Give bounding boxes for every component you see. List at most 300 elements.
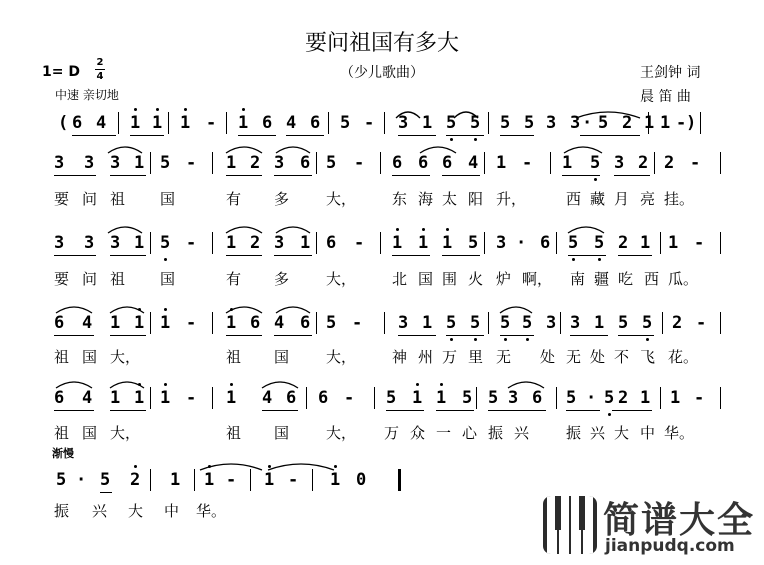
lyric-syllable: 国 <box>82 424 98 442</box>
song-title: 要问祖国有多大 <box>304 31 459 56</box>
note: 3 <box>84 233 95 253</box>
note: 6 <box>310 113 321 133</box>
beam-underline <box>110 255 146 256</box>
note: 1 <box>422 313 433 333</box>
lyric-syllable: 兴 <box>92 502 108 520</box>
note: 6 <box>540 233 551 253</box>
meter-top: 2 <box>96 57 104 68</box>
barline <box>306 387 307 409</box>
lyric-row <box>0 342 764 382</box>
note: 3 <box>546 113 557 133</box>
dash-extender: - <box>186 313 197 333</box>
lyric-syllable: 兴 <box>590 424 606 442</box>
note: 2 <box>664 153 675 173</box>
song-subtitle: （少儿歌曲） <box>340 65 424 81</box>
augmentation-dot: · <box>582 113 593 133</box>
note: 5 <box>56 470 67 490</box>
note: 1 <box>110 313 121 333</box>
note: 0 <box>356 470 367 490</box>
barline <box>194 469 195 491</box>
barline <box>212 387 213 409</box>
ritardando-marking: 渐慢 <box>52 447 74 460</box>
lyric-syllable: 升， <box>496 190 527 208</box>
note: 5 <box>468 233 479 253</box>
barline <box>150 232 151 254</box>
note: 5 <box>618 313 629 333</box>
note: 4 <box>286 113 297 133</box>
note: 5 <box>604 388 615 408</box>
intro-parenthesis: ( <box>58 113 69 133</box>
note: 6 <box>326 233 337 253</box>
lyric-syllable: 国 <box>82 348 98 366</box>
barline <box>168 112 169 134</box>
note: 5 <box>594 233 605 253</box>
beam-underline <box>398 135 436 136</box>
lyric-syllable: 有 <box>226 270 242 288</box>
high-octave-dot <box>416 383 419 386</box>
lyric-syllable: 围 <box>442 270 458 288</box>
note: 1 <box>640 233 651 253</box>
barline <box>660 232 661 254</box>
lyric-syllable: 太 <box>442 190 458 208</box>
dash-extender: - <box>364 113 375 133</box>
beam-underline <box>500 135 534 136</box>
note: 3 <box>84 153 95 173</box>
lyric-syllable: 祖 <box>226 424 242 442</box>
note: 6 <box>442 153 453 173</box>
beam-underline <box>446 135 484 136</box>
lyric-syllable: 万 <box>442 348 458 366</box>
barline <box>150 152 151 174</box>
lyric-syllable: 华。 <box>196 502 227 520</box>
beam-underline <box>442 255 480 256</box>
note: 1 <box>418 233 429 253</box>
note: 3 <box>496 233 507 253</box>
note: 4 <box>274 313 285 333</box>
lyric-syllable: 啊， <box>522 270 553 288</box>
note: 3 <box>54 233 65 253</box>
note: 3 <box>570 313 581 333</box>
note: 3 <box>274 233 285 253</box>
note: 1 <box>264 470 275 490</box>
low-octave-dot <box>608 413 611 416</box>
beam-underline <box>436 410 474 411</box>
barline <box>660 387 661 409</box>
beam-underline <box>226 335 262 336</box>
barline <box>398 469 401 491</box>
lyric-syllable: 疆 <box>594 270 610 288</box>
note: 1 <box>644 113 655 133</box>
note: 2 <box>622 113 633 133</box>
high-octave-dot <box>396 228 399 231</box>
lyric-syllable: 兴 <box>514 424 530 442</box>
beam-underline <box>612 410 652 411</box>
note: 1 <box>442 233 453 253</box>
beam-underline <box>54 175 96 176</box>
barline <box>720 152 721 174</box>
note: 6 <box>418 153 429 173</box>
barline <box>212 312 213 334</box>
dash-extender: - <box>344 388 355 408</box>
note: 1 <box>160 388 171 408</box>
lyric-syllable: 要 <box>54 190 70 208</box>
beam-underline <box>398 335 436 336</box>
lyric-syllable: 祖 <box>110 270 126 288</box>
lyric-syllable: 大 <box>614 424 630 442</box>
dash-extender: - <box>522 153 533 173</box>
note: 1 <box>640 388 651 408</box>
low-octave-dot <box>474 138 477 141</box>
beam-underline <box>386 410 424 411</box>
dash-extender: - <box>186 153 197 173</box>
note: 5 <box>598 113 609 133</box>
lyric-syllable: 振 <box>488 424 504 442</box>
lyric-syllable: 无 <box>496 348 512 366</box>
note: 2 <box>618 233 629 253</box>
low-octave-dot <box>594 178 597 181</box>
note: 1 <box>134 313 145 333</box>
lyric-syllable: 心 <box>462 424 478 442</box>
barline <box>374 387 375 409</box>
barline <box>648 112 649 134</box>
lyric-syllable: 国 <box>274 348 290 366</box>
lyric-syllable: 州 <box>418 348 434 366</box>
note: 1 <box>660 113 671 133</box>
note: 4 <box>82 388 93 408</box>
low-octave-dot <box>474 338 477 341</box>
lyric-syllable: 月 <box>614 190 630 208</box>
meter-divider <box>95 69 105 70</box>
beam-underline <box>54 410 94 411</box>
score-row <box>0 225 764 265</box>
note: 2 <box>672 313 683 333</box>
note: 5 <box>326 153 337 173</box>
barline <box>484 152 485 174</box>
note: 1 <box>134 233 145 253</box>
barline <box>720 312 721 334</box>
beam-underline <box>110 175 146 176</box>
high-octave-dot <box>208 465 211 468</box>
beam-underline <box>286 135 324 136</box>
lyric-syllable: 里 <box>468 348 484 366</box>
lyric-row <box>0 264 764 304</box>
barline <box>212 232 213 254</box>
beam-underline <box>54 335 94 336</box>
lyric-syllable: 问 <box>82 190 98 208</box>
note: 1 <box>134 388 145 408</box>
note: 5 <box>326 313 337 333</box>
note: 6 <box>300 313 311 333</box>
note: 6 <box>318 388 329 408</box>
note: 4 <box>468 153 479 173</box>
lyric-syllable: 飞 <box>640 348 656 366</box>
beam-underline <box>488 410 546 411</box>
barline <box>312 469 313 491</box>
low-octave-dot <box>164 258 167 261</box>
note: 5 <box>500 113 511 133</box>
beam-underline <box>274 175 312 176</box>
note: 2 <box>250 153 261 173</box>
note: 1 <box>422 113 433 133</box>
lyric-syllable: 北 <box>392 270 408 288</box>
low-octave-dot <box>450 338 453 341</box>
high-octave-dot <box>230 308 233 311</box>
dash-extender: - <box>694 388 705 408</box>
key-signature: 1= D <box>42 64 80 80</box>
barline <box>212 152 213 174</box>
dash-extender: - <box>288 470 299 490</box>
beam-underline <box>392 255 430 256</box>
lyric-syllable: 大， <box>326 424 357 442</box>
high-octave-dot <box>422 228 425 231</box>
lyric-syllable: 中 <box>640 424 656 442</box>
beam-underline <box>580 135 640 136</box>
beam-underline <box>100 492 112 493</box>
beam-underline <box>110 410 146 411</box>
high-octave-dot <box>334 465 337 468</box>
high-octave-dot <box>230 383 233 386</box>
note: 5 <box>524 113 535 133</box>
beam-underline <box>442 175 480 176</box>
beam-underline <box>226 255 262 256</box>
note: 5 <box>100 470 111 490</box>
high-octave-dot <box>268 465 271 468</box>
lyric-syllable: 祖 <box>54 424 70 442</box>
lyric-syllable: 花。 <box>668 348 699 366</box>
dash-extender: - <box>186 233 197 253</box>
lyric-syllable: 西 <box>566 190 582 208</box>
dash-extender: - <box>690 153 701 173</box>
beam-underline <box>274 255 312 256</box>
note: 3 <box>398 313 409 333</box>
barline <box>662 312 663 334</box>
lyric-syllable: 西 <box>644 270 660 288</box>
beam-underline <box>618 335 654 336</box>
lyric-syllable: 祖 <box>226 348 242 366</box>
note: 3 <box>274 153 285 173</box>
note: 6 <box>54 388 65 408</box>
note: 6 <box>250 313 261 333</box>
beam-underline <box>614 175 650 176</box>
lyric-syllable: 有 <box>226 190 242 208</box>
note: 5 <box>340 113 351 133</box>
note: 1 <box>170 470 181 490</box>
lyricist-credit: 王剑钟 词 <box>640 65 701 81</box>
note: 6 <box>54 313 65 333</box>
dash-extender: - <box>676 113 687 133</box>
lyric-syllable: 不 <box>614 348 630 366</box>
high-octave-dot <box>138 308 141 311</box>
beam-underline <box>392 175 430 176</box>
barline <box>476 387 477 409</box>
score-row <box>0 380 764 420</box>
note: 1 <box>134 153 145 173</box>
lyric-row <box>0 418 764 458</box>
barline <box>150 312 151 334</box>
lyric-syllable: 南 <box>570 270 586 288</box>
lyric-syllable: 多 <box>274 270 290 288</box>
note: 6 <box>300 153 311 173</box>
note: 3 <box>110 233 121 253</box>
lyric-syllable: 祖 <box>54 348 70 366</box>
piano-black-key <box>579 496 585 530</box>
note: 1 <box>226 153 237 173</box>
note: 6 <box>262 113 273 133</box>
barline <box>328 112 329 134</box>
barline <box>560 312 561 334</box>
lyric-row <box>0 184 764 224</box>
barline <box>380 152 381 174</box>
note: 6 <box>286 388 297 408</box>
barline <box>316 232 317 254</box>
lyric-syllable: 大， <box>110 348 141 366</box>
beam-underline <box>500 335 534 336</box>
note: 5 <box>446 113 457 133</box>
note: 5 <box>470 113 481 133</box>
beam-underline <box>274 335 312 336</box>
barline <box>226 112 227 134</box>
note: 1 <box>496 153 507 173</box>
note: 1 <box>330 470 341 490</box>
note: 1 <box>160 313 171 333</box>
piano-black-key <box>555 496 561 530</box>
note: 1 <box>152 113 163 133</box>
note: 1 <box>668 233 679 253</box>
watermark-logo <box>543 494 758 562</box>
lyric-syllable: 大， <box>326 348 357 366</box>
barline <box>488 112 489 134</box>
note: 2 <box>618 388 629 408</box>
note: 5 <box>500 313 511 333</box>
note: 5 <box>462 388 473 408</box>
lyric-syllable: 振 <box>54 502 70 520</box>
lyric-syllable: 大， <box>110 424 141 442</box>
lyric-syllable: 神 <box>392 348 408 366</box>
barline <box>118 112 119 134</box>
beam-underline <box>226 175 262 176</box>
beam-underline <box>130 135 164 136</box>
barline <box>316 312 317 334</box>
barline <box>316 152 317 174</box>
watermark-brand: 简谱大全 <box>603 500 756 541</box>
low-octave-dot <box>450 138 453 141</box>
high-octave-dot <box>156 108 159 111</box>
lyric-syllable: 处 <box>540 348 556 366</box>
note: 2 <box>130 470 141 490</box>
note: 1 <box>226 388 237 408</box>
note: 4 <box>82 313 93 333</box>
barline <box>556 232 557 254</box>
note: 5 <box>386 388 397 408</box>
note: 3 <box>110 153 121 173</box>
barline <box>484 232 485 254</box>
time-signature <box>93 57 107 82</box>
lyric-syllable: 众 <box>410 424 426 442</box>
barline <box>488 312 489 334</box>
lyric-syllable: 火 <box>468 270 484 288</box>
note: 6 <box>532 388 543 408</box>
note: 3 <box>508 388 519 408</box>
lyric-syllable: 挂。 <box>664 190 695 208</box>
lyric-syllable: 祖 <box>110 190 126 208</box>
beam-underline <box>72 135 116 136</box>
note: 5 <box>566 388 577 408</box>
note: 1 <box>110 388 121 408</box>
dash-extender: - <box>186 388 197 408</box>
low-octave-dot <box>572 258 575 261</box>
beam-underline <box>238 135 276 136</box>
lyric-syllable: 吃 <box>618 270 634 288</box>
note: 3 <box>614 153 625 173</box>
lyric-syllable: 瓜。 <box>668 270 699 288</box>
beam-underline <box>54 255 96 256</box>
note: 6 <box>72 113 83 133</box>
note: 1 <box>180 113 191 133</box>
score-row <box>0 105 764 145</box>
note: 1 <box>392 233 403 253</box>
note: 1 <box>226 233 237 253</box>
note: 5 <box>160 233 171 253</box>
note: 2 <box>638 153 649 173</box>
note: 1 <box>238 113 249 133</box>
lyric-syllable: 中 <box>164 502 180 520</box>
lyric-syllable: 大， <box>326 270 357 288</box>
lyric-syllable: 万 <box>384 424 400 442</box>
high-octave-dot <box>134 108 137 111</box>
lyric-syllable: 东 <box>392 190 408 208</box>
note: 3 <box>54 153 65 173</box>
barline <box>550 152 551 174</box>
low-octave-dot <box>646 338 649 341</box>
lyric-syllable: 问 <box>82 270 98 288</box>
note: 1 <box>226 313 237 333</box>
high-octave-dot <box>138 383 141 386</box>
barline <box>720 232 721 254</box>
beam-underline <box>570 335 608 336</box>
note: 2 <box>250 233 261 253</box>
high-octave-dot <box>164 308 167 311</box>
dash-extender: - <box>352 313 363 333</box>
note: 1 <box>300 233 311 253</box>
note: 5 <box>470 313 481 333</box>
dash-extender: - <box>354 153 365 173</box>
barline <box>556 387 557 409</box>
barline <box>384 112 385 134</box>
beam-underline <box>446 335 484 336</box>
barline <box>700 112 701 134</box>
composer-credit: 晨 笛 曲 <box>640 89 691 105</box>
barline <box>250 469 251 491</box>
note: 6 <box>392 153 403 173</box>
beam-underline <box>562 175 600 176</box>
lyric-syllable: 国 <box>160 190 176 208</box>
barline <box>150 387 151 409</box>
barline <box>720 387 721 409</box>
barline <box>150 469 151 491</box>
watermark-url: jianpudq.com <box>605 536 735 556</box>
augmentation-dot: · <box>76 470 87 490</box>
augmentation-dot: · <box>586 388 597 408</box>
lyric-syllable: 国 <box>418 270 434 288</box>
note: 3 <box>398 113 409 133</box>
lyric-syllable: 多 <box>274 190 290 208</box>
lyric-syllable: 大 <box>128 502 144 520</box>
score-row <box>0 145 764 185</box>
tempo-marking: 中速 亲切地 <box>55 88 119 102</box>
score-row <box>0 305 764 345</box>
lyric-syllable: 振 <box>566 424 582 442</box>
lyric-syllable: 处 <box>590 348 606 366</box>
